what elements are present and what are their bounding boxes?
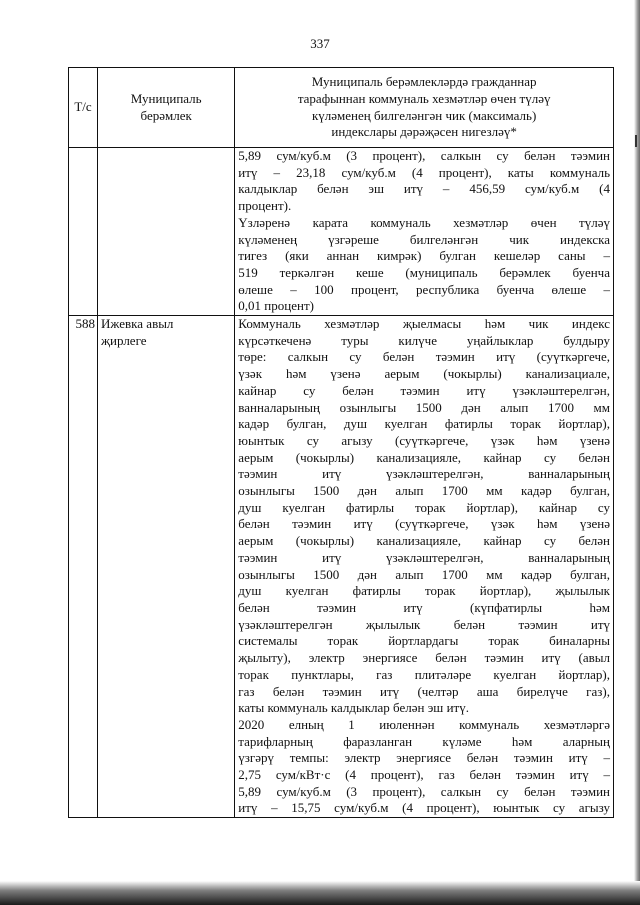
text-line: тәэмин итү үзәкләштерелгән, ванналарының	[238, 549, 610, 565]
text-line: күләменең үзгәреше билгеләнгән чик индекска	[238, 231, 610, 247]
text-line: 2,75 сум/кВт·с (4 процент), газ белән тәэмин итү –	[238, 767, 610, 783]
header-desc-line: Муниципаль берәмлекләрдә гражданнар	[311, 74, 537, 90]
text-line: Коммуналь хезмәтләр җыелмасы һәм чик индекс	[238, 316, 610, 332]
table-header-row	[69, 68, 614, 148]
text-line: Үзләренә карата коммуналь хезмәтләр өчен түләү	[238, 214, 610, 230]
row-number: 588	[75, 316, 96, 332]
text-line: итү – 15,75 сум/куб.м (4 процент), юынтык су агызу	[238, 800, 610, 816]
text-line: каты коммуналь калдыклар белән эш итү.	[238, 700, 469, 716]
text-line: 0,01 процент)	[238, 298, 314, 314]
text-line: кайнар су белән тәэмин итү үзәкләштерелгән,	[238, 382, 610, 398]
text-line: күрсәткеченә туры килүче уңайлыклар булдыру	[238, 332, 610, 348]
table-row	[69, 316, 614, 818]
text-line: тарифларның фаразланган күләме һәм аларның	[238, 733, 610, 749]
text-line: тәэмин итү үзәкләштерелгән, ванналарының	[238, 466, 610, 482]
scan-bottom-shadow	[0, 881, 640, 905]
row-municipality-cell	[98, 316, 235, 818]
text-line: белән тәэмин итү (суүткәргече, үзәк һәм үзенә	[238, 516, 610, 532]
text-line: душ куелган фатирлы торак йортлар), җылылык	[238, 583, 610, 599]
header-num-label: Т/с	[74, 99, 92, 115]
row-description-cell	[235, 316, 614, 818]
text-line: калдыклар белән эш итү – 456,59 сум/куб.м (4	[238, 181, 610, 197]
row-number-cell	[69, 316, 98, 818]
text-line: өлеше – 100 процент, республика буенча өлеше –	[238, 281, 610, 297]
text-line: кадәр булган, душ куелган фатирлы торак йортлар),	[238, 416, 610, 432]
text-line: ванналарының озынлыгы 1500 дән алып 1700 мм	[238, 399, 610, 415]
municipal-index-table	[68, 67, 614, 818]
header-muni-line: Муниципаль	[130, 90, 202, 106]
text-line: газ белән тәэмин итү (челтәр аша бирелүче газ),	[238, 683, 610, 699]
header-municipality	[98, 68, 235, 148]
text-line: озынлыгы 1500 дән алып 1700 мм кадәр булган,	[238, 483, 610, 499]
row-municipality: җирлеге	[101, 332, 147, 348]
text-line: 5,89 сум/куб.м (3 процент), салкын су белән тәэмин	[238, 783, 610, 799]
text-line: 5,89 сум/куб.м (3 процент), салкын су белән тәэмин	[238, 148, 610, 163]
text-line: юынтык су агызу (суүткәргече, үзәк һәм үзенә	[238, 432, 610, 448]
text-line: үзгәрү темпы: электр энергиясе белән тәэмин итү –	[238, 750, 610, 766]
text-line: аерым (чокырлы) канализацияле, кайнар су белән	[238, 533, 610, 549]
text-line: итү – 23,18 сум/куб.м (4 процент), каты коммуналь	[238, 164, 610, 180]
text-line: торак пунктлары, газ плитәләре куелган йортлар),	[238, 666, 610, 682]
text-line: озынлыгы 1500 дән алып 1700 мм кадәр булган,	[238, 566, 610, 582]
header-description	[235, 68, 614, 148]
text-line: аерым (чокырлы) канализацияле, кайнар су белән	[238, 449, 610, 465]
text-line: системалы торак йортлардагы торак биналарны	[238, 633, 610, 649]
text-line: җылыту), электр энергиясе белән тәэмин итү (авыл	[238, 650, 610, 666]
text-line: төре: салкын су белән тәэмин итү (суүткәргече,	[238, 349, 610, 365]
text-line: белән тәэмин итү (күпфатирлы һәм	[238, 599, 610, 615]
table-row	[69, 148, 614, 316]
text-line: үзәкләштерелгән җылылык белән тәэмин итү	[238, 616, 610, 632]
text-line: 2020 елның 1 июленнән коммуналь хезмәтләргә	[238, 716, 610, 732]
text-line: үзәк һәм үзенә аерым (чокырлы) канализациале,	[238, 366, 610, 382]
header-desc-line: тарафыннан коммуналь хезмәтләр өчен түләү	[297, 90, 551, 106]
row-description-cell	[235, 148, 614, 316]
text-line: тигез (яки аннан кимрәк) булган кешеләр саны –	[238, 248, 610, 264]
header-desc-line: күләменең билгеләнгән чик (максималь)	[311, 107, 537, 123]
header-desc-line: индекслары дәрәҗәсен нигезләү*	[331, 124, 517, 140]
header-num	[69, 68, 98, 148]
row-municipality-cell	[98, 148, 235, 316]
text-line: 519 теркәлгән кеше (муниципаль берәмлек буенча	[238, 264, 610, 280]
text-line: душ куелган фатирлы торак йортлар), кайнар су	[238, 499, 610, 515]
row-municipality: Ижевка авыл	[101, 316, 174, 332]
scan-edge-mark	[635, 135, 637, 147]
row-number-cell	[69, 148, 98, 316]
header-muni-line: берәмлек	[140, 107, 192, 123]
text-line: процент).	[238, 198, 292, 214]
page-number: 337	[310, 36, 330, 51]
